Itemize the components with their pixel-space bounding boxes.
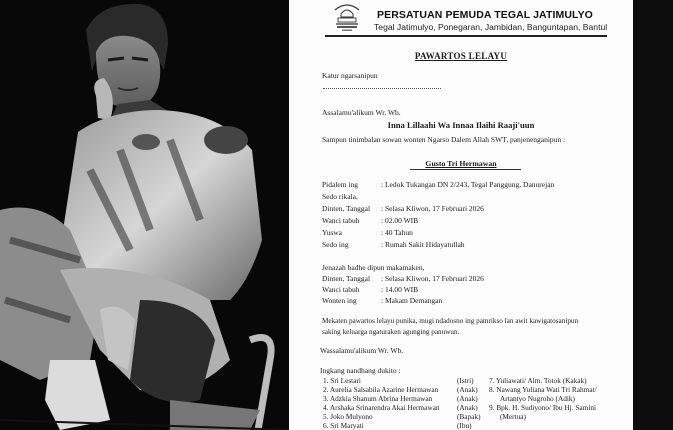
detail-label: Sedo rikala, <box>322 192 358 201</box>
detail-row <box>322 192 381 201</box>
mourner-name: 6. Sri Maryati <box>323 421 364 430</box>
name-underline <box>410 169 521 170</box>
greeting: Assalamu'alikum Wr. Wb. <box>322 108 401 117</box>
burial-value: : 14.00 WIB <box>381 285 419 294</box>
burial-label: Dinten, Tanggal <box>322 274 371 283</box>
letterhead <box>327 2 608 36</box>
mourner-relation: (Istri) <box>457 376 474 385</box>
mourner-name: 3. Adzkia Shanum Abrina Hermawan <box>323 394 433 403</box>
mourner-name: 4. Arshaka Srinarendra Akai Hermawan <box>323 403 440 412</box>
burial-row <box>322 296 442 305</box>
mourners-label: Ingkang nandhang dukito : <box>320 366 401 375</box>
mourner-entry: Artantyo Nugroho (Adik) <box>500 394 575 403</box>
organization-address: Tegal Jatimulyo, Ponegaran, Jambidan, Banguntapan, Bantul <box>374 22 608 32</box>
mourner-relation: (Ibu) <box>457 421 472 430</box>
closing-line-1: Mekaten pawartos lelayu punika, mugi ndadosno ing pamrikso lan awit kawigatosanipun <box>322 317 579 325</box>
mourner-relation: (Anak) <box>457 394 478 403</box>
organization-logo-icon <box>331 2 363 34</box>
burial-value: : Makam Demangan <box>381 296 443 305</box>
mourner-entry: (Mertua) <box>500 412 526 421</box>
detail-row <box>322 204 484 213</box>
detail-value: : 02.00 WIB <box>381 216 419 225</box>
mourner-entry: 7. Yuliawati/ Alm. Totok (Kakak) <box>489 376 587 385</box>
farewell: Wassalamu'alikum Wr. Wb. <box>320 346 404 355</box>
detail-label: Pidalem ing <box>322 180 359 189</box>
detail-value: : Selasa Kliwon, 17 Februari 2026 <box>381 204 484 213</box>
document-title: PAWARTOS LELAYU <box>414 51 508 61</box>
detail-value: : Ledok Tukangan DN 2/243, Tegal Panggung, Danurejan <box>381 180 555 189</box>
letterhead-divider <box>325 35 607 37</box>
mourner-relation: (Anak) <box>457 385 478 394</box>
mourner-name: 5. Joko Mulyono <box>323 412 373 421</box>
mourner-name: 1. Sri Lestari <box>323 376 361 385</box>
portrait-illustration <box>0 0 289 430</box>
closing-line-2: saking keluarga ngaturaken agunging panuwun. <box>322 328 460 336</box>
detail-label: Dinten, Tanggal <box>322 204 371 213</box>
addressee-label: Katur ngarsanipun <box>322 71 378 80</box>
mourner-entry: 9. Bpk. H. Sudiyono/ Ibu Hj. Samini <box>489 403 597 412</box>
burial-row <box>322 274 484 283</box>
burial-label: Wonten ing <box>322 296 357 305</box>
detail-value: : 40 Tahun <box>381 228 413 237</box>
detail-label: Wanci tabuh <box>322 216 360 225</box>
obituary-document <box>289 0 633 430</box>
detail-row <box>322 228 413 237</box>
detail-row <box>322 216 418 225</box>
portrait-photo <box>0 0 289 430</box>
detail-row <box>322 180 554 189</box>
burial-value: : Selasa Kliwon, 17 Februari 2026 <box>381 274 484 283</box>
detail-label: Yuswa <box>322 228 342 237</box>
burial-label: Wanci tabuh <box>322 285 360 294</box>
mourner-relation: (Anak) <box>457 403 478 412</box>
right-black-band <box>633 0 673 430</box>
organization-name: PERSATUAN PEMUDA TEGAL JATIMULYO <box>377 9 593 21</box>
mourner-relation: (Bapak) <box>457 412 481 421</box>
addressee-blank-line <box>323 88 441 89</box>
mourner-entry: 8. Nawang Yuliana Wati Tri Rahmat/ <box>489 385 597 394</box>
detail-row <box>322 240 465 249</box>
detail-label: Sedo ing <box>322 240 349 249</box>
istirja-line: Inna Lillaahi Wa Innaa Ilaihi Raaji'uun <box>387 120 535 130</box>
burial-intro: Jenazah badhe dipun makamaken, <box>322 263 425 272</box>
deceased-name: Gusto Tri Hermawan <box>425 159 497 168</box>
burial-row <box>322 285 418 294</box>
mourner-name: 2. Aurelia Salsabila Azarine Hermawan <box>323 385 439 394</box>
detail-value: : Rumah Sakit Hidayatullah <box>381 240 465 249</box>
intro-text: Sampun tinimbalan sowan wonten Ngarso Dalem Allah SWT, panjenenganipun : <box>322 135 566 144</box>
